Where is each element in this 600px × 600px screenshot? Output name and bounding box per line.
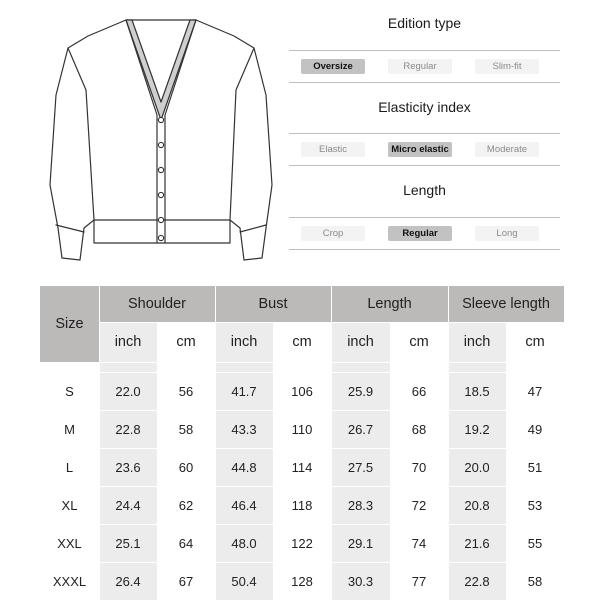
size-chart-table	[40, 286, 564, 600]
elasticity-option-micro-elastic[interactable]: Micro elastic	[388, 142, 452, 157]
divider	[289, 165, 560, 166]
size-label: XXL	[57, 535, 82, 551]
measurement-cell: 29.1	[347, 535, 374, 551]
grid-line	[40, 362, 564, 363]
unit-header: inch	[347, 334, 374, 350]
measurement-cell: 58	[178, 421, 194, 437]
measurement-cell: 106	[291, 383, 313, 399]
grid-line	[40, 410, 564, 411]
size-label: L	[65, 459, 74, 475]
measurement-cell: 72	[411, 497, 427, 513]
edition-option-regular[interactable]: Regular	[388, 59, 452, 74]
divider	[289, 217, 560, 218]
measurement-cell: 67	[178, 573, 194, 589]
measurement-cell: 22.8	[115, 421, 141, 437]
grid-line	[40, 372, 564, 373]
divider	[289, 82, 560, 83]
grid-line	[99, 286, 100, 600]
measurement-cell: 41.7	[231, 383, 257, 399]
grid-line	[215, 286, 216, 600]
measurement-cell: 28.3	[347, 497, 374, 513]
measurement-cell: 20.0	[464, 459, 490, 475]
measurement-cell: 62	[178, 497, 194, 513]
measurement-cell: 77	[411, 573, 427, 589]
measurement-cell: 30.3	[347, 573, 374, 589]
unit-header: cm	[176, 334, 196, 350]
length-option-long[interactable]: Long	[475, 226, 539, 241]
measurement-cell: 55	[527, 535, 543, 551]
size-header: Size	[55, 316, 84, 332]
elasticity-index-title: Elasticity index	[378, 99, 471, 115]
size-label: XXXL	[52, 573, 87, 589]
grid-line	[40, 524, 564, 525]
measurement-cell: 110	[291, 421, 313, 437]
size-label: XL	[61, 497, 78, 513]
column-group-header: Sleeve length	[462, 296, 550, 312]
measurement-cell: 22.8	[464, 573, 490, 589]
measurement-cell: 128	[291, 573, 313, 589]
size-label: S	[65, 383, 74, 399]
edition-option-slim-fit[interactable]: Slim-fit	[475, 59, 539, 74]
unit-header: cm	[292, 334, 312, 350]
measurement-cell: 114	[291, 459, 313, 475]
elasticity-option-moderate[interactable]: Moderate	[475, 142, 539, 157]
grid-line	[40, 562, 564, 563]
measurement-cell: 118	[291, 497, 313, 513]
length-option-regular[interactable]: Regular	[388, 226, 452, 241]
divider	[289, 133, 560, 134]
measurement-cell: 74	[411, 535, 427, 551]
measurement-cell: 70	[411, 459, 427, 475]
length-option-crop[interactable]: Crop	[301, 226, 365, 241]
attribute-panel	[289, 0, 560, 280]
measurement-cell: 49	[527, 421, 543, 437]
column-group-header: Length	[367, 296, 412, 312]
measurement-cell: 68	[411, 421, 427, 437]
measurement-cell: 23.6	[115, 459, 141, 475]
measurement-cell: 19.2	[464, 421, 490, 437]
measurement-cell: 43.3	[231, 421, 257, 437]
measurement-cell: 53	[527, 497, 543, 513]
unit-header: cm	[525, 334, 545, 350]
divider	[289, 50, 560, 51]
measurement-cell: 27.5	[347, 459, 374, 475]
measurement-cell: 48.0	[231, 535, 257, 551]
cardigan-sketch-icon	[38, 12, 276, 272]
grid-line	[40, 448, 564, 449]
measurement-cell: 25.9	[347, 383, 374, 399]
measurement-cell: 20.8	[464, 497, 490, 513]
length-title: Length	[403, 182, 446, 198]
measurement-cell: 44.8	[231, 459, 257, 475]
unit-header: inch	[230, 334, 258, 350]
measurement-cell: 51	[527, 459, 543, 475]
measurement-cell: 58	[527, 573, 543, 589]
grid-line	[448, 286, 449, 600]
grid-line	[40, 486, 564, 487]
elasticity-option-elastic[interactable]: Elastic	[301, 142, 365, 157]
edition-type-title: Edition type	[387, 15, 462, 31]
unit-header: inch	[114, 334, 142, 350]
unit-header: cm	[409, 334, 429, 350]
measurement-cell: 60	[178, 459, 194, 475]
measurement-cell: 24.4	[115, 497, 141, 513]
measurement-cell: 66	[411, 383, 427, 399]
grid-line	[331, 286, 332, 600]
measurement-cell: 47	[527, 383, 543, 399]
measurement-cell: 21.6	[464, 535, 490, 551]
measurement-cell: 56	[178, 383, 194, 399]
column-group-header: Shoulder	[127, 296, 187, 312]
measurement-cell: 50.4	[231, 573, 257, 589]
measurement-cell: 18.5	[464, 383, 490, 399]
measurement-cell: 25.1	[115, 535, 141, 551]
measurement-cell: 26.4	[115, 573, 141, 589]
measurement-cell: 46.4	[231, 497, 257, 513]
size-label: M	[64, 421, 75, 437]
measurement-cell: 64	[178, 535, 194, 551]
unit-header: inch	[463, 334, 491, 350]
column-group-header: Bust	[258, 296, 288, 312]
edition-option-oversize[interactable]: Oversize	[301, 59, 365, 74]
measurement-cell: 122	[291, 535, 313, 551]
measurement-cell: 22.0	[115, 383, 141, 399]
measurement-cell: 26.7	[347, 421, 374, 437]
divider	[289, 249, 560, 250]
